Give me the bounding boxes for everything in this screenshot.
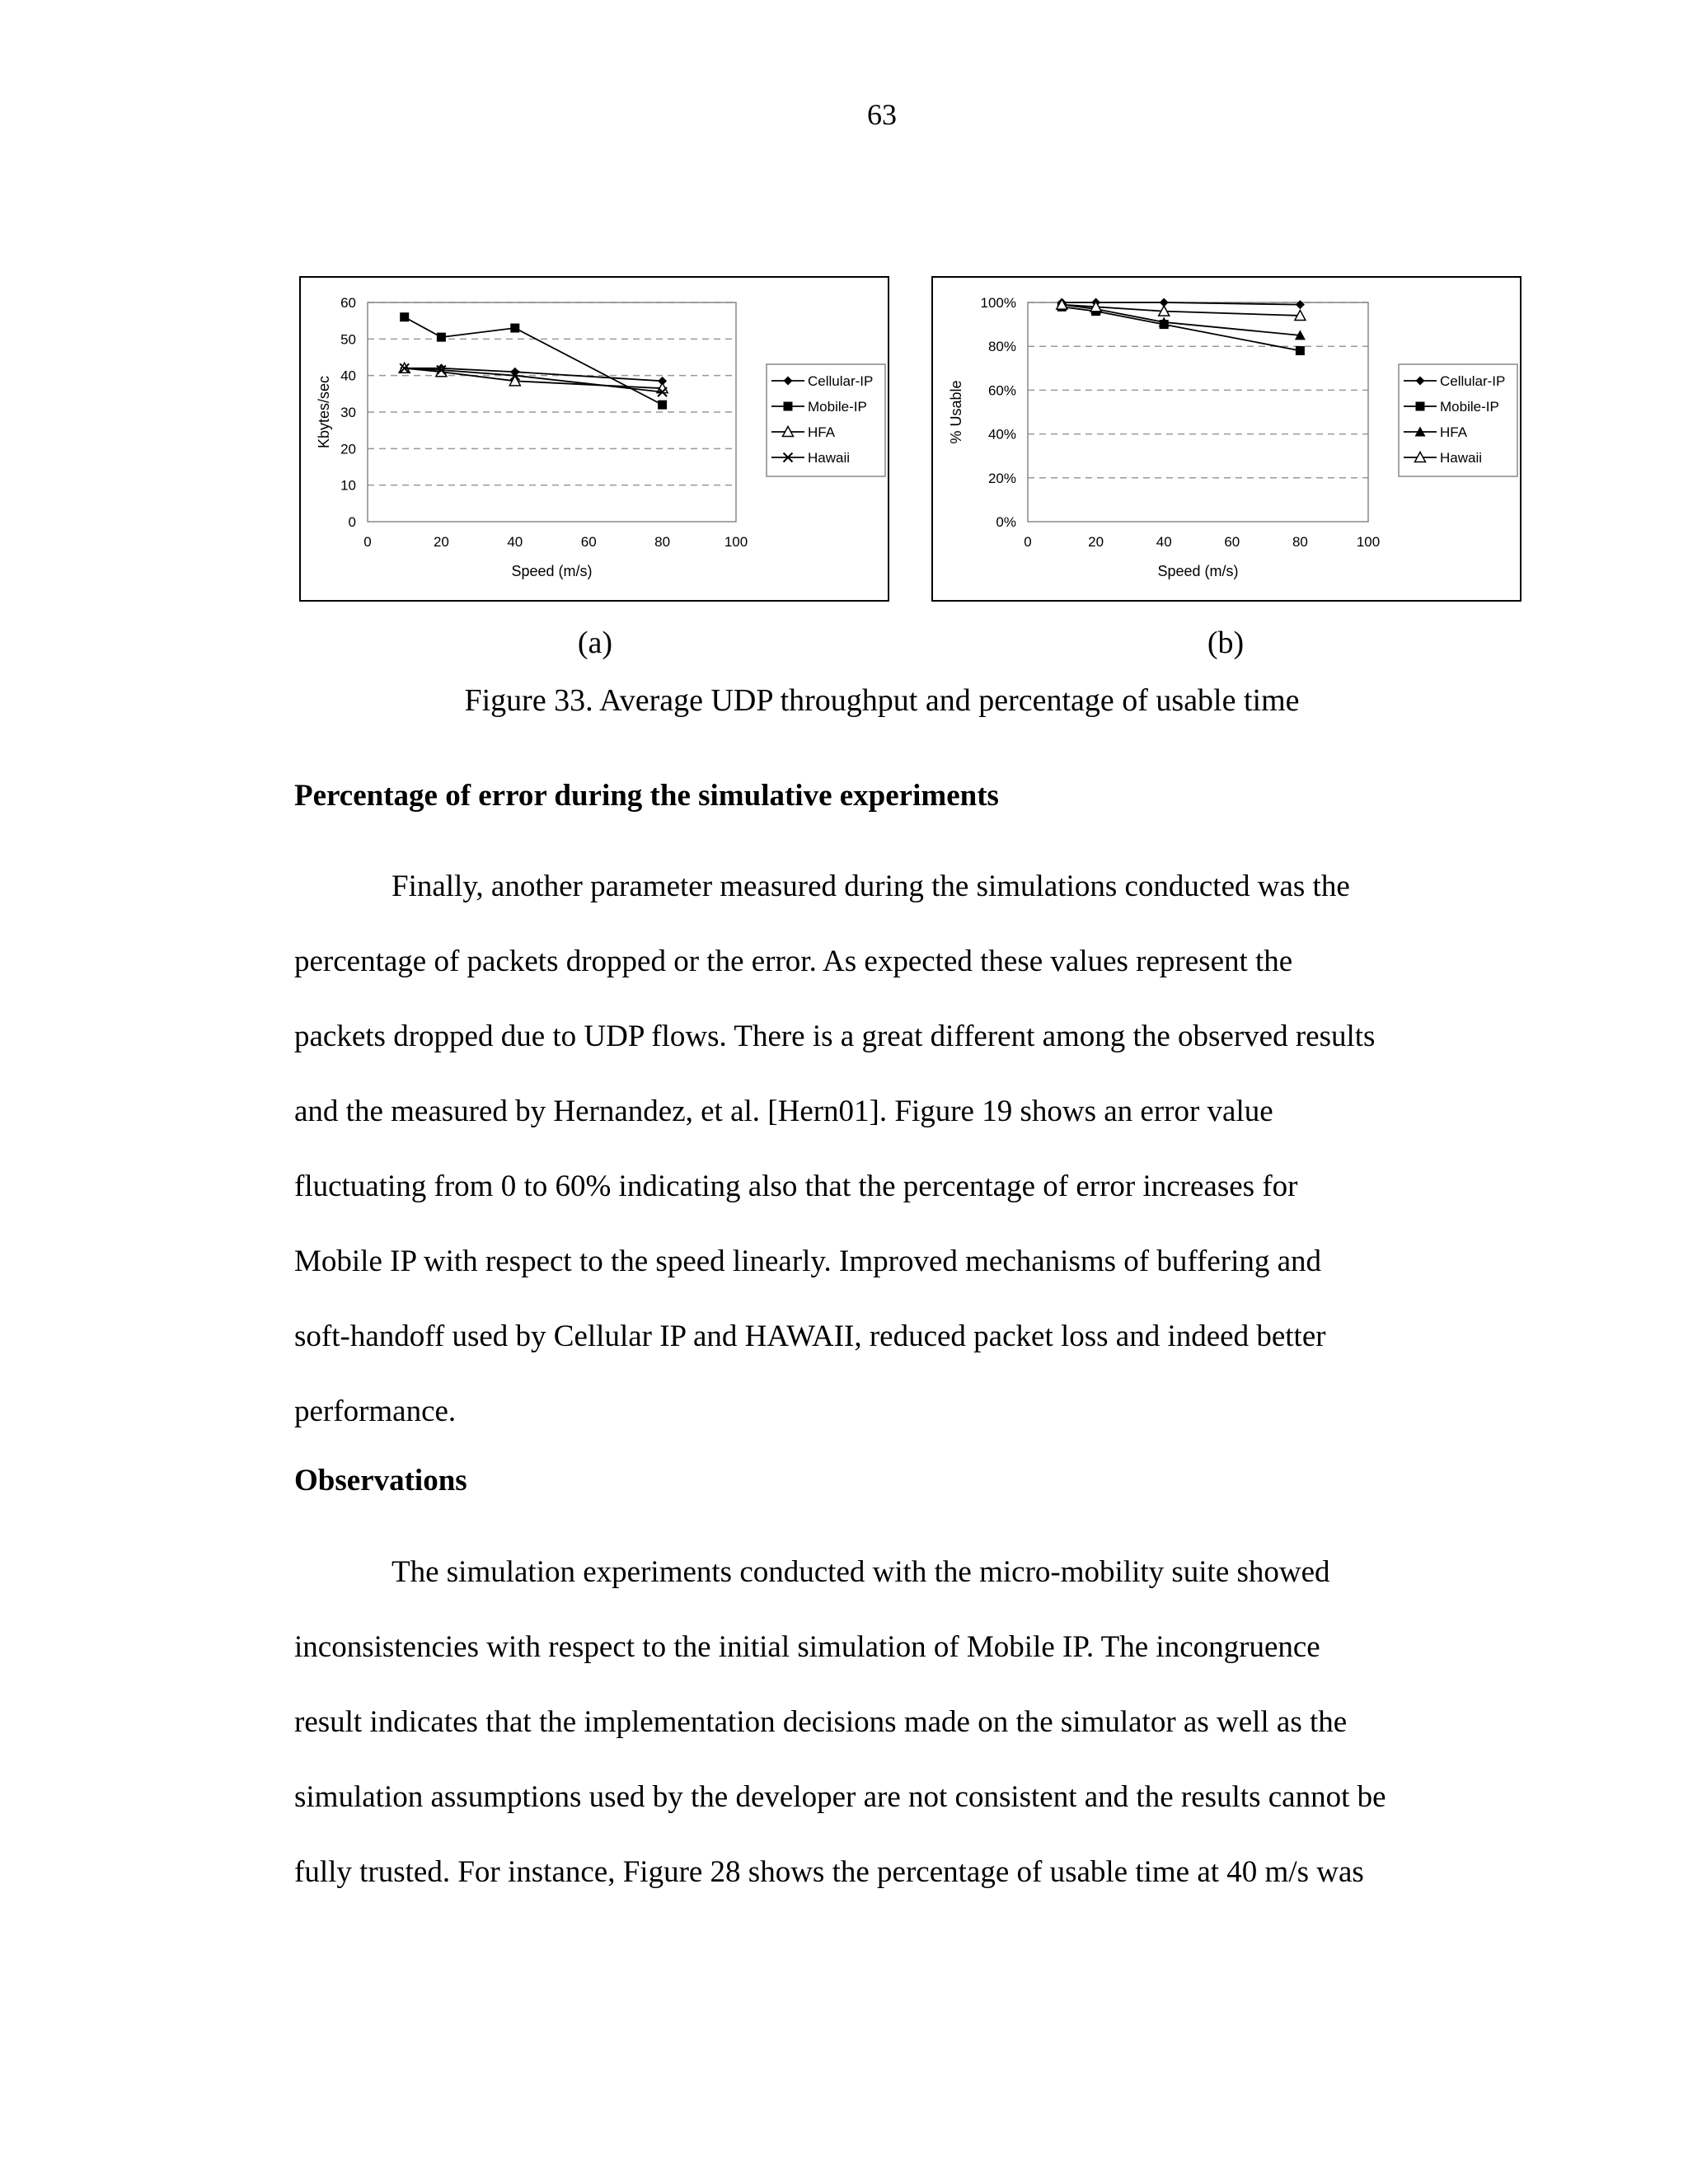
text-line: performance. bbox=[294, 1394, 457, 1428]
legend-label: HFA bbox=[1440, 424, 1468, 440]
text-line: fully trusted. For instance, Figure 28 shows the percentage of usable time at 40 m/s was bbox=[294, 1855, 1364, 1889]
y-tick-label: 60% bbox=[987, 382, 1016, 399]
text-line: Finally, another parameter measured during the simulations conducted was the bbox=[392, 869, 1350, 903]
x-tick-label: 0 bbox=[363, 534, 372, 550]
y-tick-label: 40% bbox=[987, 426, 1016, 443]
text-line: result indicates that the implementation decisions made on the simulator as well as the bbox=[294, 1705, 1348, 1739]
text-line: and the measured by Hernandez, et al. [Hern01]. Figure 19 shows an error value bbox=[294, 1094, 1273, 1128]
legend-label: Hawaii bbox=[1440, 450, 1483, 466]
y-tick-label: 60 bbox=[340, 295, 356, 311]
paragraph-observations bbox=[294, 1535, 1465, 1910]
data-point bbox=[1296, 300, 1305, 309]
plot-area bbox=[1028, 302, 1368, 522]
paragraph-error bbox=[294, 849, 1465, 1449]
y-tick-label: 0% bbox=[996, 514, 1016, 530]
legend-marker bbox=[1416, 402, 1425, 411]
legend-label: Mobile-IP bbox=[1440, 399, 1499, 415]
x-tick-label: 100 bbox=[1356, 534, 1381, 550]
x-tick-label: 40 bbox=[1156, 534, 1172, 550]
data-point bbox=[658, 401, 667, 410]
data-point bbox=[510, 324, 519, 333]
y-tick-label: 50 bbox=[340, 331, 356, 348]
x-tick-label: 40 bbox=[507, 534, 523, 550]
legend-label: Hawaii bbox=[808, 450, 851, 466]
y-tick-label: 0 bbox=[348, 514, 356, 530]
y-tick-label: 40 bbox=[340, 368, 356, 384]
data-point bbox=[1296, 346, 1305, 355]
section-heading-error: Percentage of error during the simulative experiments bbox=[294, 779, 999, 813]
legend-label: Cellular-IP bbox=[808, 373, 874, 389]
x-tick-label: 80 bbox=[654, 534, 671, 550]
x-tick-label: 20 bbox=[1088, 534, 1104, 550]
section-heading-observations: Observations bbox=[294, 1464, 467, 1497]
figure-caption: Figure 33. Average UDP throughput and percentage of usable time bbox=[464, 683, 1300, 718]
y-tick-label: 80% bbox=[987, 339, 1016, 355]
figure-sublabel-a: (a) bbox=[577, 626, 613, 660]
x-axis-label: Speed (m/s) bbox=[1157, 563, 1239, 579]
x-tick-label: 100 bbox=[724, 534, 748, 550]
series-hawaii bbox=[400, 363, 667, 396]
y-tick-label: 100% bbox=[980, 295, 1016, 311]
text-line: fluctuating from 0 to 60% indicating also that the percentage of error increases for bbox=[294, 1169, 1298, 1203]
text-line: soft-handoff used by Cellular IP and HAWAII, reduced packet loss and indeed better bbox=[294, 1319, 1326, 1353]
y-axis-label: % Usable bbox=[948, 380, 964, 444]
legend bbox=[767, 364, 885, 476]
x-tick-label: 20 bbox=[433, 534, 449, 550]
data-point bbox=[437, 333, 446, 342]
figure-sublabel-b: (b) bbox=[1207, 626, 1245, 660]
x-tick-label: 0 bbox=[1024, 534, 1032, 550]
y-tick-label: 10 bbox=[340, 477, 356, 494]
x-tick-label: 60 bbox=[580, 534, 597, 550]
legend-label: Mobile-IP bbox=[808, 399, 867, 415]
series-mobile-ip bbox=[400, 312, 667, 409]
x-tick-label: 60 bbox=[1224, 534, 1240, 550]
legend-label: Cellular-IP bbox=[1440, 373, 1506, 389]
text-line: inconsistencies with respect to the initial simulation of Mobile IP. The incongruence bbox=[294, 1630, 1320, 1664]
series-line bbox=[405, 317, 663, 405]
text-line: The simulation experiments conducted with the micro-mobility suite showed bbox=[392, 1555, 1330, 1589]
y-axis-label: Kbytes/sec bbox=[316, 375, 332, 449]
x-axis-label: Speed (m/s) bbox=[511, 563, 593, 579]
page-number: 63 bbox=[867, 98, 897, 131]
y-tick-label: 20 bbox=[340, 441, 356, 457]
legend bbox=[1399, 364, 1517, 476]
x-tick-label: 80 bbox=[1292, 534, 1308, 550]
text-line: percentage of packets dropped or the error. As expected these values represent the bbox=[294, 944, 1293, 978]
legend-label: HFA bbox=[808, 424, 836, 440]
legend-marker bbox=[784, 402, 793, 411]
text-line: simulation assumptions used by the developer are not consistent and the results cannot be bbox=[294, 1780, 1386, 1814]
chart-b-usable-time bbox=[931, 276, 1522, 602]
text-line: Mobile IP with respect to the speed linearly. Improved mechanisms of buffering and bbox=[294, 1244, 1322, 1278]
y-tick-label: 30 bbox=[340, 405, 356, 420]
chart-b-svg bbox=[933, 278, 1520, 600]
data-point bbox=[400, 312, 409, 321]
chart-a-svg bbox=[301, 278, 888, 600]
text-line: packets dropped due to UDP flows. There is a great different among the observed results bbox=[294, 1019, 1376, 1053]
y-tick-label: 20% bbox=[987, 470, 1016, 486]
chart-a-throughput bbox=[299, 276, 889, 602]
